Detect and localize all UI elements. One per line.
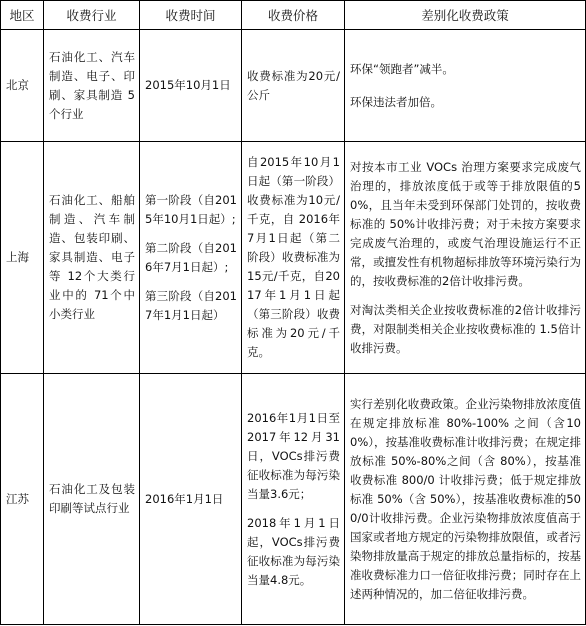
price-cell <box>242 374 345 625</box>
policy-text: 实行差别化收费政策。企业污染物排放浓度值在规定排放标准 80%-100% 之间（含100%），按基准收费标准计收排污费；在规定排放标准 50%-80%之间（含 80%），按基准收费标准 800/0 计收排污费；低于规定排放标准 50%（含 50%），按基准收费标准的500/0计收排污费。企业污染物排放浓度值高于国家或者地方规定的污染物排放限值，或者污染物排放量高于规定的排放总量指标的，按基准收费标准力口一倍征收排污费；同时存在上述两种情况的，加二倍征收排污费。 <box>350 396 581 601</box>
region-label: 北京 <box>6 78 29 92</box>
time-cell <box>140 142 242 374</box>
policy-paragraph: 对淘汰类相关企业按收费标准的2倍计收排污费，对限制类相关企业按收费标准的 1.5倍计收排污费。 <box>350 302 581 355</box>
price-text: 收费标准为20元/公斤 <box>247 68 340 102</box>
header-row <box>1 1 586 30</box>
region-cell <box>1 30 44 142</box>
time-text: 2016年1月1日 <box>145 491 224 506</box>
policy-block <box>345 155 585 361</box>
time-phase: 第一阶段（自2015年10月1日起）; <box>145 192 237 226</box>
industry-cell <box>44 374 140 625</box>
industry-text: 石油化工及包装印刷等试点行业 <box>49 482 135 515</box>
industry-cell <box>44 30 140 142</box>
header-price: 收费价格 <box>242 1 345 30</box>
header-policy: 差别化收费政策 <box>345 1 586 30</box>
industry-cell <box>44 142 140 374</box>
policy-cell <box>345 142 586 374</box>
region-label: 江苏 <box>6 491 29 506</box>
time-phase: 第三阶段（自2017年1月1日起） <box>145 288 237 322</box>
price-text: 自2015年10月1日起（第一阶段）收费标准为10元/千克，自 2016年7月1日起（第二阶段）收费标准为15元/千克，自2017年1月1日起（第三阶段）收费标准为20元/千克。 <box>247 155 340 359</box>
table-row-jiangsu <box>1 374 586 625</box>
header-industry: 收费行业 <box>44 1 140 30</box>
region-cell <box>1 142 44 374</box>
time-cell <box>140 30 242 142</box>
table-row-beijing <box>1 30 586 142</box>
policy-paragraph: 对按本市工业 VOCs 治理方案要求完成废气治理的，排放浓度低于或等于排放限值的50%，且当年未受到环保部门处罚的，按收费标准的 50%计收排污费；对于未按方案要求完成废气治理的，或废气治理设施运行不正常，或擅发性有机物超标排放等环境污染行为的，按收费标准的2倍计收排污费。 <box>350 159 581 288</box>
time-cell <box>140 374 242 625</box>
industry-text: 石油化工、船舶制造、汽车制造、包装印刷、家具制造、电子等 12个大类行业中的 71个中小类行业 <box>49 193 135 321</box>
industry-text: 石油化工、汽车制造、电子、印刷、家具制造 5个行业 <box>49 49 135 121</box>
policy-cell <box>345 30 586 142</box>
price-paragraph: 2018年1月1日起，VOCs排污费征收标准为每污染当量4.8元。 <box>247 515 340 587</box>
table-row-shanghai <box>1 142 586 374</box>
policy-paragraph: 环保违法者加倍。 <box>350 94 442 109</box>
region-cell <box>1 374 44 625</box>
header-time: 收费时间 <box>140 1 242 30</box>
policy-cell <box>345 374 586 625</box>
price-paragraph: 2016年1月1日至2017年12月31日，VOCs排污费征收标准为每污染当量3.6元； <box>247 410 340 501</box>
time-text: 2015年10月1日 <box>145 78 231 92</box>
policy-block <box>345 57 585 115</box>
time-phase: 第二阶段（自2016年7月1日起）; <box>145 240 237 274</box>
price-block <box>242 406 344 593</box>
policy-paragraph: 环保“领跑者”减半。 <box>350 61 454 76</box>
price-cell <box>242 30 345 142</box>
region-label: 上海 <box>6 250 29 264</box>
header-region: 地区 <box>1 1 44 30</box>
price-cell <box>242 142 345 374</box>
time-block <box>140 188 241 328</box>
